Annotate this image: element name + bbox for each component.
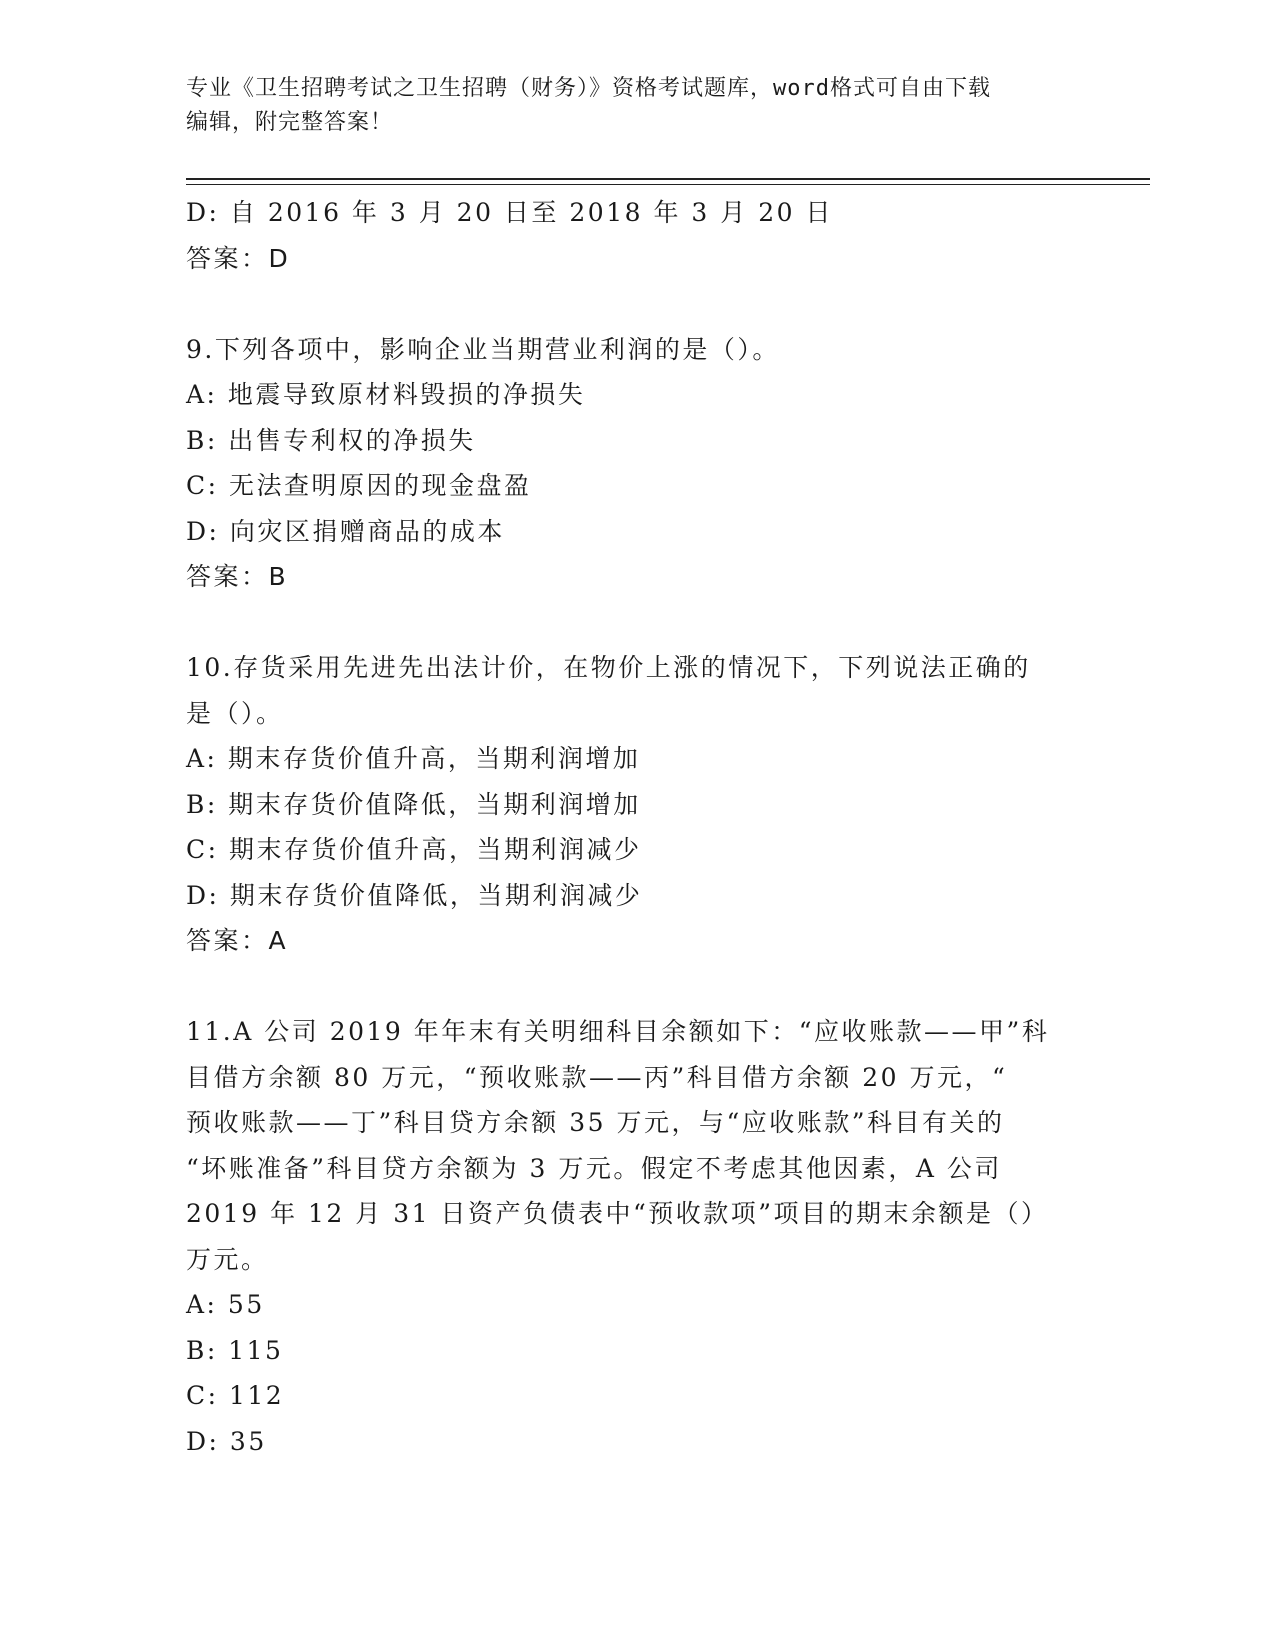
header-divider-thin — [186, 184, 1150, 185]
q9-option-d: D: 向灾区捐赠商品的成本 — [186, 516, 505, 546]
q11-option-d: D: 35 — [186, 1426, 267, 1456]
question-8-tail — [186, 190, 1086, 281]
q11-question-line-2: 目借方余额 80 万元，“预收账款——丙”科目借方余额 20 万元，“ — [186, 1062, 1008, 1092]
q11-question-line-4: “坏账准备”科目贷方余额为 3 万元。假定不考虑其他因素，A 公司 — [186, 1153, 1002, 1183]
q11-option-c: C: 112 — [186, 1381, 285, 1410]
question-11 — [186, 1009, 1086, 1464]
q9-option-b: B: 出售专利权的净损失 — [186, 425, 476, 455]
q11-option-b: B: 115 — [186, 1335, 284, 1365]
q10-option-a: A: 期末存货价值升高，当期利润增加 — [186, 744, 641, 773]
question-9 — [186, 327, 1086, 600]
q10-option-b: B: 期末存货价值降低，当期利润增加 — [186, 789, 641, 819]
q9-answer: 答案：B — [186, 562, 289, 591]
q9-question: 9.下列各项中，影响企业当期营业利润的是（）。 — [186, 334, 780, 364]
q10-option-c: C: 期末存货价值升高，当期利润减少 — [186, 835, 642, 864]
q11-option-a: A: 55 — [186, 1290, 265, 1319]
document-body — [186, 190, 1086, 1464]
q10-question-line-1: 10.存货采用先进先出法计价，在物价上涨的情况下，下列说法正确的 — [186, 653, 1031, 682]
spacer — [186, 964, 1086, 1010]
spacer — [186, 600, 1086, 646]
q9-option-a: A: 地震导致原材料毁损的净损失 — [186, 380, 586, 409]
q9-option-c: C: 无法查明原因的现金盘盈 — [186, 471, 532, 500]
q11-question-line-6: 万元。 — [186, 1244, 269, 1274]
q8-option-d: D: 自 2016 年 3 月 20 日至 2018 年 3 月 20 日 — [186, 198, 833, 227]
q11-question-line-1: 11.A 公司 2019 年年末有关明细科目余额如下：“应收账款——甲”科 — [186, 1017, 1050, 1046]
header-divider-thick — [186, 178, 1150, 180]
q11-question-line-3: 预收账款——丁”科目贷方余额 35 万元，与“应收账款”科目有关的 — [186, 1108, 1005, 1137]
q11-question-line-5: 2019 年 12 月 31 日资产负债表中“预收款项”项目的期末余额是（） — [186, 1199, 1049, 1228]
header-intro-line-1: 专业《卫生招聘考试之卫生招聘（财务）》资格考试题库，word格式可自由下载 — [186, 76, 991, 101]
q10-option-d: D: 期末存货价值降低，当期利润减少 — [186, 880, 643, 910]
q10-question-line-2: 是（）。 — [186, 698, 284, 728]
question-10 — [186, 645, 1086, 964]
document-header — [186, 72, 1086, 140]
header-intro-line-2: 编辑，附完整答案！ — [186, 110, 394, 135]
spacer — [186, 281, 1086, 327]
q8-answer: 答案：D — [186, 243, 291, 273]
q10-answer: 答案：A — [186, 926, 289, 955]
